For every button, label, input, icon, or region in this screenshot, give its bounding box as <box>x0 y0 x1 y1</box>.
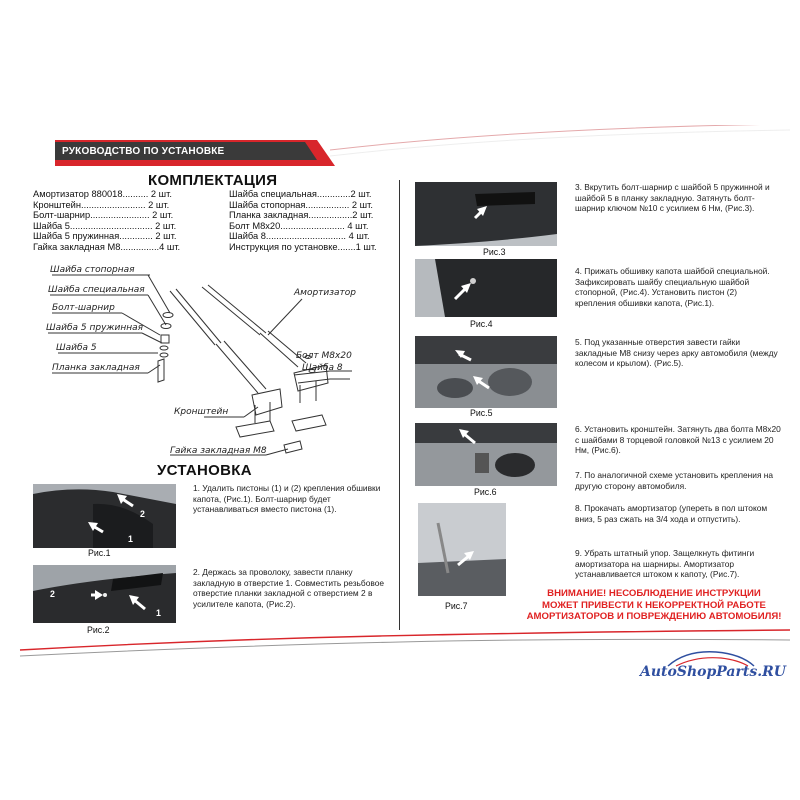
kit-list-left <box>33 189 180 253</box>
warning-text <box>524 588 784 623</box>
photo-fig4 <box>415 259 557 317</box>
photo-fig1 <box>33 484 176 548</box>
label-bolt-hinge: Болт-шарнир <box>52 303 115 313</box>
step-2: 2. Держась за проволоку, завести планку закладную в отверстие 1. Совместить резьбовое отверстие планки закладной с отверстием 2 в усилителе капота, (Рис.2). <box>193 567 385 609</box>
fig7-caption: Рис.7 <box>445 601 468 611</box>
fig2-caption: Рис.2 <box>87 625 110 635</box>
step-5: 5. Под указанные отверстия завести гайки закладные М8 снизу через арку автомобиля (между колесом и крылом). (Рис.5). <box>575 337 778 369</box>
kit-item: Гайка закладная М8...............4 шт. <box>33 241 181 252</box>
kit-item: Болт М8х20......................... 4 шт. <box>229 220 369 231</box>
step-8: 8. Прокачать амортизатор (упереть в пол штоком вниз, 5 раз сжать на 3/4 хода и отпустить). <box>575 503 768 524</box>
label-spring-washer: Шайба 5 пружинная <box>46 323 144 333</box>
label-nut: Гайка закладная М8 <box>170 446 267 456</box>
kit-item: Кронштейн......................... 2 шт. <box>33 199 170 210</box>
kit-item: Шайба 5................................ 2 шт. <box>33 220 177 231</box>
fig4-caption: Рис.4 <box>470 319 493 329</box>
kit-item: Шайба специальная.............2 шт. <box>229 189 372 199</box>
exploded-diagram <box>30 255 375 465</box>
step-7: 7. По аналогичной схеме установить крепления на другую сторону автомобиля. <box>575 470 774 491</box>
label-washer5: Шайба 5 <box>56 343 97 353</box>
kit-item: Амортизатор 880018.......... 2 шт. <box>33 189 172 199</box>
label-special-washer: Шайба специальная <box>48 285 145 295</box>
fig5-caption: Рис.5 <box>470 408 493 418</box>
fig6-caption: Рис.6 <box>474 487 497 497</box>
photo-fig7 <box>418 503 506 596</box>
photo-fig5 <box>415 336 557 408</box>
kit-item: Шайба стопорная................. 2 шт. <box>229 199 373 210</box>
step-6: 6. Установить кронштейн. Затянуть два болта М8х20 с шайбами 8 торцевой головкой №13 с усилием 20 Нм, (Рис.6). <box>575 424 781 456</box>
step-9: 9. Убрать штатный упор. Защелкнуть фитинги амортизатора на шарниры. Амортизатор устанавливается штоком к капоту, (Рис.7). <box>575 548 755 580</box>
fig1-caption: Рис.1 <box>88 548 111 558</box>
kit-item: Планка закладная.................2 шт. <box>229 210 374 221</box>
fig1-number-2: 2 <box>140 509 145 519</box>
warning-line: АМОРТИЗАТОРОВ И ПОВРЕЖДЕНИЮ АВТОМОБИЛЯ! <box>526 611 782 623</box>
page-title: РУКОВОДСТВО ПО УСТАНОВКЕ <box>62 146 225 157</box>
watermark-text: AutoShopParts.RU <box>640 664 786 680</box>
step-1: 1. Удалить пистоны (1) и (2) крепления обшивки капота, (Рис.1). Болт-шарнир будет устанавливаться вместо пистона (1). <box>193 483 381 515</box>
label-shock: Амортизатор <box>294 288 357 298</box>
install-title: УСТАНОВКА <box>157 462 252 479</box>
kit-title: КОМПЛЕКТАЦИЯ <box>148 172 278 189</box>
step-3: 3. Вкрутить болт-шарнир с шайбой 5 пружинной и шайбой 5 в планку закладную. Затянуть болт-шарнир ключом №10 с усилием 6 Нм, (Рис.3). <box>575 182 770 214</box>
kit-item: Инструкция по установке.......1 шт. <box>229 241 377 252</box>
photo-fig3 <box>415 182 557 246</box>
fig2-number-1: 1 <box>156 608 161 618</box>
label-stopor-washer: Шайба стопорная <box>50 265 135 275</box>
label-bolt-m8: Болт М8х20 <box>296 351 352 361</box>
label-washer8: Шайба 8 <box>302 363 343 373</box>
kit-item: Шайба 5 пружинная............. 2 шт. <box>33 231 177 242</box>
kit-list-right <box>229 189 377 253</box>
step-4: 4. Прижать обшивку капота шайбой специальной. Зафиксировать шайбу специальную шайбой стопорной, (Рис.4). Установить пистон (2) крепления обшивки капота, (Рис.1). <box>575 266 770 308</box>
fig1-number-1: 1 <box>128 534 133 544</box>
fig3-caption: Рис.3 <box>483 247 506 257</box>
kit-item: Болт-шарнир....................... 2 шт. <box>33 210 174 221</box>
photo-fig6 <box>415 423 557 486</box>
label-plate: Планка закладная <box>52 363 140 373</box>
warning-line: ВНИМАНИЕ! НЕСОБЛЮДЕНИЕ ИНСТРУКЦИИ <box>547 588 761 599</box>
column-divider <box>399 180 400 630</box>
kit-item: Шайба 8............................... 4 шт. <box>229 231 370 242</box>
fig2-number-2: 2 <box>50 589 55 599</box>
label-bracket: Кронштейн <box>174 407 229 417</box>
warning-line: МОЖЕТ ПРИВЕСТИ К НЕКОРРЕКТНОЙ РАБОТЕ <box>542 599 766 611</box>
